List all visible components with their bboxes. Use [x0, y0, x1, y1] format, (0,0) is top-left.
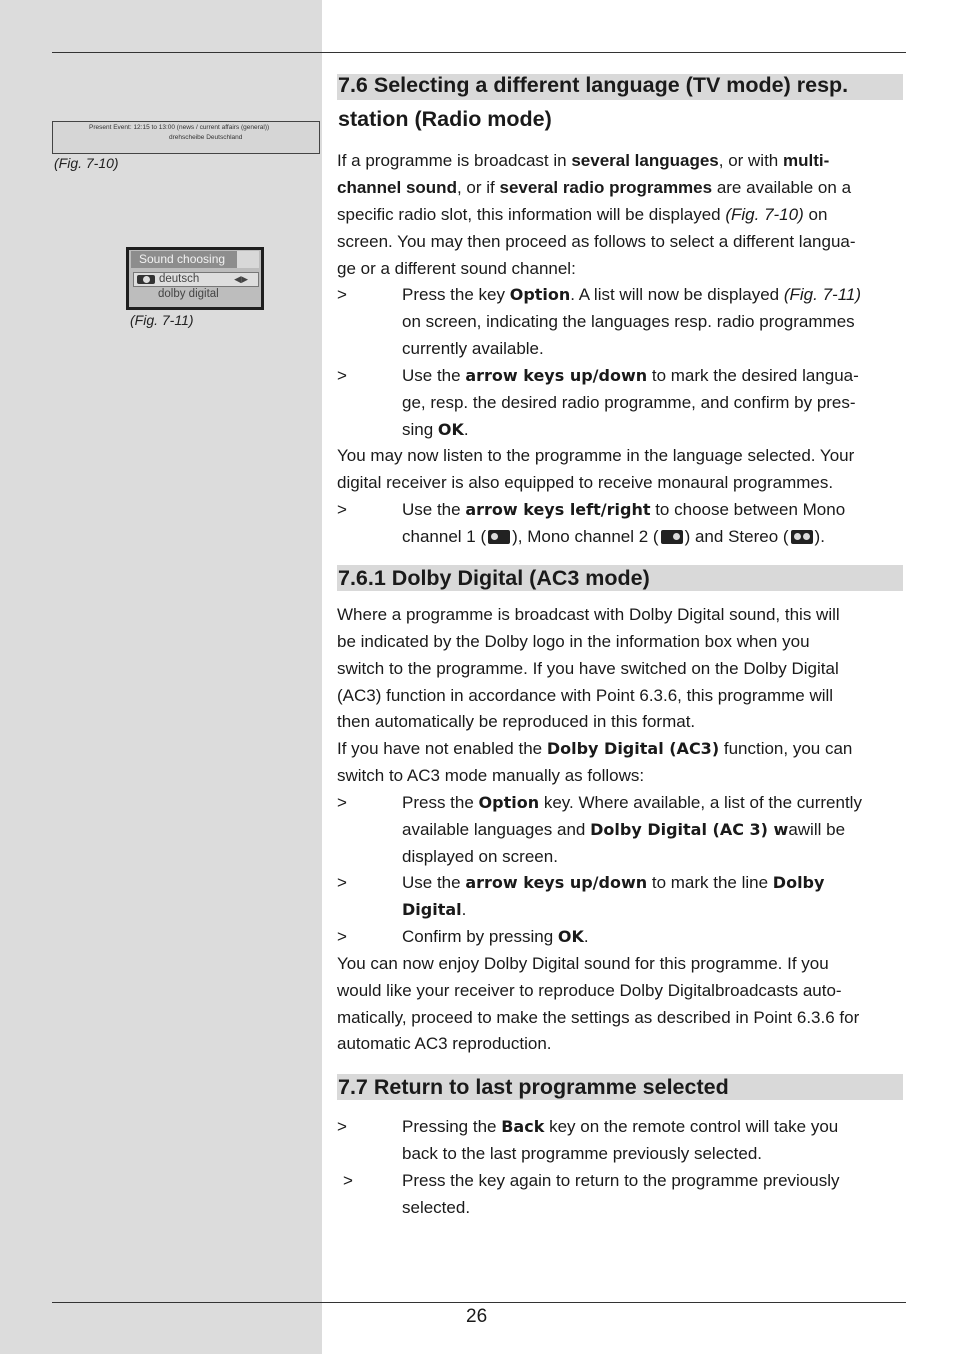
paragraph-line: channel sound, or if several radio programmes are available on a — [337, 178, 852, 197]
stereo-icon — [791, 530, 813, 544]
sound-choosing-figure — [126, 247, 264, 310]
section-heading-7-6-1: 7.6.1 Dolby Digital (AC3 mode) — [337, 565, 903, 591]
bullet-marker: > — [337, 500, 347, 519]
sound-option-label: deutsch — [159, 273, 200, 285]
bullet-line: Confirm by pressing OK. — [402, 927, 589, 946]
bullet-line: Use the arrow keys left/right to choose between Mono — [402, 500, 846, 519]
paragraph-line: Where a programme is broadcast with Dolby Digital sound, this will — [337, 605, 840, 624]
info-box-figure — [52, 121, 320, 154]
page-number: 26 — [466, 1306, 488, 1327]
paragraph-line: screen. You may then proceed as follows to select a different langua- — [337, 232, 856, 251]
info-box-programme-line: drehscheibe Deutschland — [169, 134, 243, 141]
paragraph-line: be indicated by the Dolby logo in the information box when you — [337, 632, 810, 651]
section-heading-7-6 — [337, 73, 903, 131]
paragraph-line: You can now enjoy Dolby Digital sound for this programme. If you — [337, 954, 829, 973]
bullet-marker: > — [337, 873, 347, 892]
bullet-marker: > — [337, 927, 347, 946]
bullet-marker: > — [343, 1171, 353, 1190]
sound-choosing-tab — [237, 251, 259, 268]
left-right-arrows-icon: ◀▶ — [234, 274, 248, 284]
bullet-line: currently available. — [402, 339, 544, 358]
bullet-line: ge, resp. the desired radio programme, and confirm by pres- — [402, 393, 856, 412]
heading-line-1: 7.6 Selecting a different language (TV mode) resp. — [338, 73, 849, 97]
paragraph-line: switch to AC3 mode manually as follows: — [337, 766, 645, 785]
bullet-marker: > — [337, 285, 347, 304]
paragraph-line: You may now listen to the programme in the language selected. Your — [337, 446, 855, 465]
bullet-line: available languages and Dolby Digital (AC 3) wawill be — [402, 820, 846, 839]
figure-caption-7-10: (Fig. 7-10) — [54, 155, 119, 171]
bullet-line: sing OK. — [402, 420, 469, 439]
paragraph-line: switch to the programme. If you have switched on the Dolby Digital — [337, 659, 839, 678]
bullet-marker: > — [337, 1117, 347, 1136]
paragraph-line: ge or a different sound channel: — [337, 259, 576, 278]
stereo-icon — [137, 275, 155, 284]
sound-option-dolby: dolby digital — [158, 288, 219, 300]
sidebar-background — [0, 0, 322, 1354]
section-heading-7-7: 7.7 Return to last programme selected — [337, 1074, 903, 1100]
heading-line-2: station (Radio mode) — [338, 107, 552, 131]
bullet-line: Press the key Option. A list will now be displayed (Fig. 7-11) — [402, 285, 862, 304]
top-rule — [52, 52, 906, 53]
bullet-marker: > — [337, 366, 347, 385]
paragraph-line: digital receiver is also equipped to receive monaural programmes. — [337, 473, 834, 492]
paragraph-line: then automatically be reproduced in this format. — [337, 712, 696, 731]
bullet-line: Use the arrow keys up/down to mark the line Dolby — [402, 873, 825, 892]
info-box-event-line: Present Event: 12:15 to 13:00 (news / current affairs (general)) — [89, 124, 270, 131]
bullet-line: Press the Option key. Where available, a list of the currently — [402, 793, 862, 812]
paragraph-line: automatic AC3 reproduction. — [337, 1034, 552, 1053]
bullet-line: on screen, indicating the languages resp. radio programmes — [402, 312, 855, 331]
bottom-rule — [52, 1302, 906, 1303]
paragraph-line: If you have not enabled the Dolby Digital (AC3) function, you can — [337, 739, 853, 758]
paragraph-line: would like your receiver to reproduce Dolby Digitalbroadcasts auto- — [337, 981, 842, 1000]
figure-caption-7-11: (Fig. 7-11) — [130, 312, 194, 328]
mono-channel-1-icon — [488, 530, 510, 544]
bullet-line: Press the key again to return to the programme previously — [402, 1171, 840, 1190]
bullet-line: displayed on screen. — [402, 847, 558, 866]
bullet-line: Use the arrow keys up/down to mark the desired langua- — [402, 366, 859, 385]
bullet-line: channel 1 ( ), Mono channel 2 ( ) and Stereo ( ). — [402, 527, 825, 546]
mono-channel-2-icon — [661, 530, 683, 544]
bullet-marker: > — [337, 793, 347, 812]
paragraph-line: matically, proceed to make the settings as described in Point 6.3.6 for — [337, 1008, 860, 1027]
bullet-line: Digital. — [402, 900, 467, 919]
bullet-line: Pressing the Back key on the remote control will take you — [402, 1117, 839, 1136]
sound-choosing-title: Sound choosing — [131, 251, 237, 268]
bullet-line: selected. — [402, 1198, 471, 1217]
paragraph-line: If a programme is broadcast in several languages, or with multi- — [337, 151, 830, 170]
paragraph-line: (AC3) function in accordance with Point 6.3.6, this programme will — [337, 686, 834, 705]
sound-option-selected — [133, 272, 259, 287]
paragraph-line: specific radio slot, this information will be displayed (Fig. 7-10) on — [337, 205, 828, 224]
bullet-line: back to the last programme previously selected. — [402, 1144, 763, 1163]
